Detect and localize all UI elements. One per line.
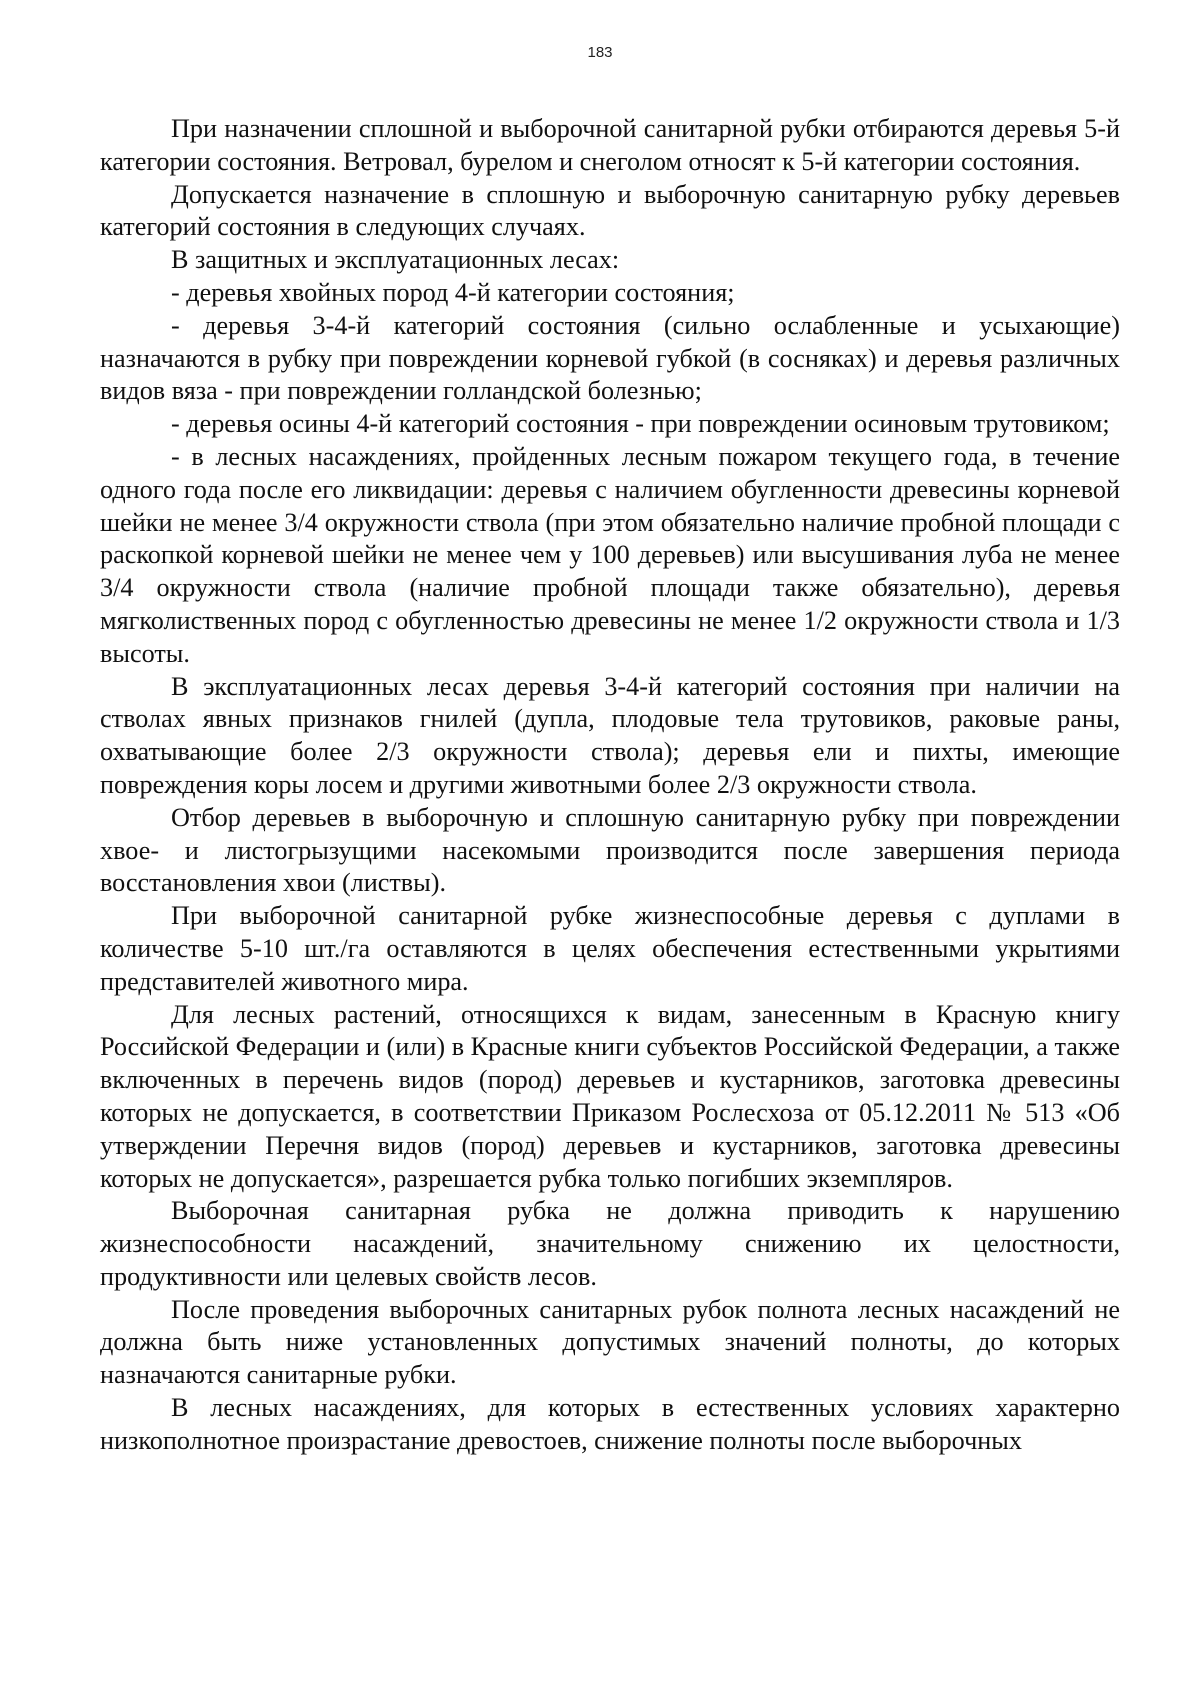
document-body — [100, 113, 1120, 1458]
list-item: - в лесных насаждениях, пройденных лесным пожаром текущего года, в течение одного года после его ликвидации: деревья с наличием обугленности древесины корневой шейки не менее 3/4 окружности ствола (при этом обязательно наличие пробной площади с раскопкой корневой шейки не менее чем у 100 деревьев) или высушивания луба не менее 3/4 окружности ствола (наличие пробной площади также обязательно), деревья мягколиственных пород с обугленностью древесины не менее 1/2 окружности ствола и 1/3 высоты. — [100, 441, 1120, 668]
paragraph: После проведения выборочных санитарных рубок полнота лесных насаждений не должна быть ниже установленных допустимых значений полноты, до которых назначаются санитарные рубки. — [100, 1294, 1120, 1390]
paragraph: Выборочная санитарная рубка не должна приводить к нарушению жизнеспособности насаждений, значительному снижению их целостности, продуктивности или целевых свойств лесов. — [100, 1196, 1120, 1291]
paragraph: Для лесных растений, относящихся к видам, занесенным в Красную книгу Российской Федерации и (или) в Красные книги субъектов Российской Федерации, а также включенных в перечень видов (пород) деревьев и кустарников, заготовка древесины которых не допускается, в соответствии Приказом Рослесхоза от 05.12.2011 № 513 «Об утверждении Перечня видов (пород) деревьев и кустарников, заготовка древесины которых не допускается», разрешается рубка только погибших экземпляров. — [100, 999, 1120, 1193]
paragraph: Допускается назначение в сплошную и выборочную санитарную рубку деревьев категорий состояния в следующих случаях. — [100, 179, 1120, 242]
page-number: 183 — [587, 44, 613, 61]
list-item: - деревья 3-4-й категорий состояния (сильно ослабленные и усыхающие) назначаются в рубку при повреждении корневой губкой (в сосняках) и деревья различных видов вяза - при повреждении голландской болезнью; — [100, 310, 1120, 406]
list-item: - деревья хвойных пород 4-й категории состояния; — [171, 277, 735, 307]
list-item: - деревья осины 4-й категорий состояния - при повреждении осиновым трутовиком; — [171, 409, 1110, 439]
paragraph: В эксплуатационных лесах деревья 3-4-й категорий состояния при наличии на стволах явных признаков гнилей (дупла, плодовые тела трутовиков, раковые раны, охватывающие более 2/3 окружности ствола); деревья ели и пихты, имеющие повреждения коры лосем и другими животными более 2/3 окружности ствола. — [100, 671, 1120, 799]
paragraph: При выборочной санитарной рубке жизнеспособные деревья с дуплами в количестве 5-10 шт./га оставляются в целях обеспечения естественными укрытиями представителей животного мира. — [100, 901, 1120, 996]
paragraph: Отбор деревьев в выборочную и сплошную санитарную рубку при повреждении хвое- и листогрызущими насекомыми производится после завершения периода восстановления хвои (листвы). — [100, 802, 1120, 898]
paragraph: В защитных и эксплуатационных лесах: — [171, 245, 620, 275]
paragraph: При назначении сплошной и выборочной санитарной рубки отбираются деревья 5-й категории состояния. Ветровал, бурелом и снеголом относят к 5-й категории состояния. — [100, 114, 1120, 176]
paragraph: В лесных насаждениях, для которых в естественных условиях характерно низкополнотное произрастание древостоев, снижение полноты после выборочных — [100, 1393, 1120, 1455]
